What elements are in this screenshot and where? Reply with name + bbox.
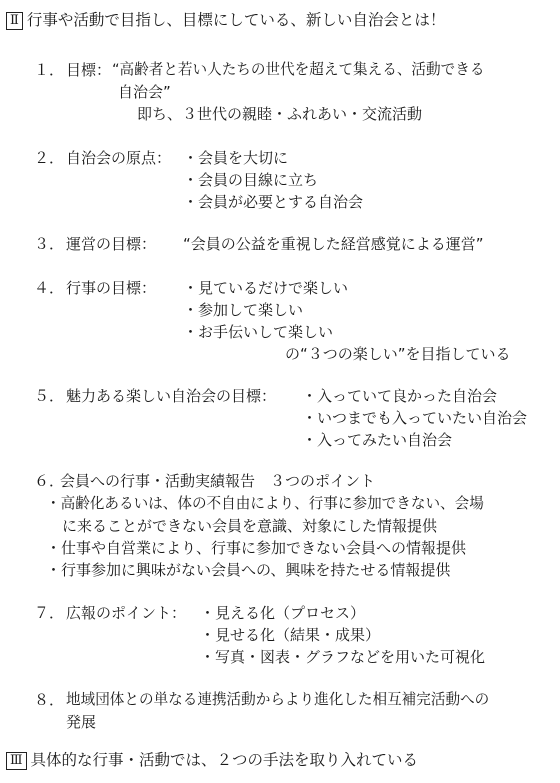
section-3-heading (6, 750, 418, 770)
item-1-line-2: 自治会” (118, 83, 171, 101)
item-5-bullet-2: ・いつまでも入っていたい自治会 (302, 409, 528, 427)
item-7-label: 広報のポイント： (66, 604, 187, 622)
item-2-label: 自治会の原点： (66, 149, 172, 167)
section-2-heading (6, 10, 445, 30)
item-6-bullet-1a: ・高齢化あるいは、体の不自由により、行事に参加できない、会場 (46, 495, 484, 512)
item-6-bullet-2: ・仕事や自営業により、行事に参加できない会員への情報提供 (46, 539, 467, 557)
section-2-roman: Ⅱ (6, 12, 23, 30)
section-3-roman: Ⅲ (6, 752, 27, 770)
item-7-number: ７． (34, 604, 65, 622)
item-1-label: 目標： (66, 61, 112, 79)
item-1-line-1: “高齢者と若い人たちの世代を超えて集える、活動できる (112, 61, 485, 78)
item-6-number: ６． (34, 472, 65, 490)
item-4-tail: の“３つの楽しい”を目指している (285, 345, 511, 363)
section-2-title: 行事や活動で目指し、目標にしている、新しい自治会とは！ (26, 11, 446, 29)
item-4-bullet-3: ・お手伝いして楽しい (183, 323, 334, 341)
item-3-label: 運営の目標： (66, 235, 157, 253)
item-4-bullet-2: ・参加して楽しい (183, 301, 304, 319)
item-2-bullet-2: ・会員の目線に立ち (183, 171, 319, 189)
section-3-title: 具体的な行事・活動では、２つの手法を取り入れている (30, 751, 419, 769)
item-4-bullet-1: ・見ているだけで楽しい (183, 279, 349, 297)
item-2-number: ２． (34, 149, 65, 167)
item-6-label: 会員への行事・活動実績報告 ３つのポイント (60, 472, 376, 490)
item-6-bullet-3: ・行事参加に興味がない会員への、興味を持たせる情報提供 (46, 561, 451, 579)
item-8-line-2: 発展 (66, 713, 97, 731)
item-2-bullet-3: ・会員が必要とする自治会 (183, 193, 364, 211)
item-1-number: １． (34, 61, 65, 79)
item-1-line-3: 即ち、３世代の親睦・ふれあい・交流活動 (137, 105, 423, 123)
item-3-text: “会員の公益を重視した経営感覚による運営” (183, 235, 484, 253)
item-8-number: ８． (34, 691, 65, 709)
item-7-bullet-2: ・見せる化（結果・成果） (200, 626, 381, 644)
item-5-bullet-3: ・入ってみたい自治会 (302, 431, 453, 449)
item-7-bullet-1: ・見える化（プロセス） (200, 604, 366, 622)
item-7-bullet-3: ・写真・図表・グラフなどを用いた可視化 (200, 648, 486, 666)
item-5-number: ５． (34, 387, 65, 405)
item-4-number: ４． (34, 279, 65, 297)
item-3-number: ３． (34, 235, 65, 253)
item-5-bullet-1: ・入っていて良かった自治会 (302, 387, 498, 405)
item-2-bullet-1: ・会員を大切に (183, 149, 289, 167)
item-4-label: 行事の目標： (66, 279, 157, 297)
item-6-bullet-1b: に来ることができない会員を意識、対象にした情報提供 (62, 517, 438, 535)
item-5-label: 魅力ある楽しい自治会の目標： (66, 387, 277, 405)
item-8-line-1: 地域団体との単なる連携活動からより進化した相互補完活動への (66, 691, 490, 708)
